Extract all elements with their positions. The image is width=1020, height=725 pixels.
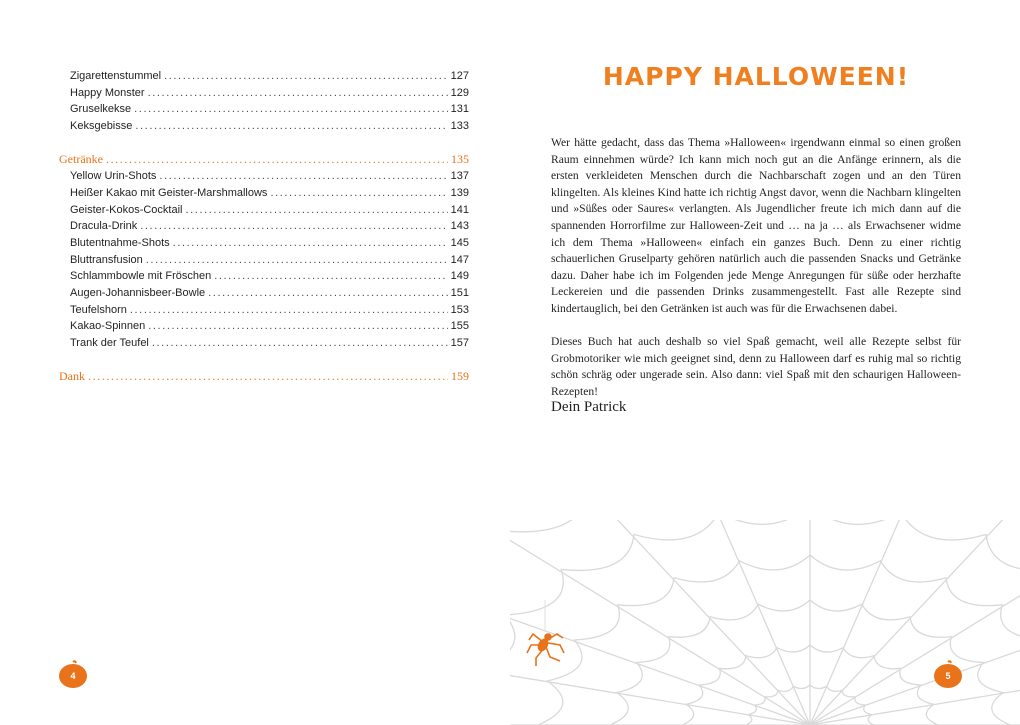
- toc-gap: [59, 352, 469, 369]
- toc-entry: [59, 68, 469, 85]
- toc-label: Blutentnahme-Shots: [70, 236, 170, 249]
- toc-entry: [59, 302, 469, 319]
- toc-page: 153: [450, 303, 469, 316]
- toc-label: Geister-Kokos-Cocktail: [70, 203, 183, 216]
- toc-label: Getränke: [59, 152, 103, 167]
- toc-leader: [135, 118, 447, 135]
- toc-leader: [148, 318, 447, 335]
- toc-page: 149: [450, 270, 469, 283]
- toc-leader: [140, 218, 447, 235]
- toc-entry: [59, 202, 469, 219]
- toc-label: Teufelshorn: [70, 303, 127, 316]
- page-title: HAPPY HALLOWEEN!: [602, 62, 910, 91]
- toc-label: Bluttransfusion: [70, 253, 143, 266]
- toc-label: Trank der Teufel: [70, 337, 149, 349]
- intro-paragraph-2: Dieses Buch hat auch deshalb so viel Spaß gemacht, weil alle Rezepte selbst für Grobmotoriker wie mich geeignet sind, denn zu Halloween darf es ruhig mal so richtig schön schräg oder ungerade sein. Also dann: viel Spaß mit den schaurigen Halloween-Rezepten!: [551, 335, 961, 398]
- toc-entry: [59, 101, 469, 118]
- toc-entry: [59, 85, 469, 102]
- toc-leader: [208, 285, 447, 302]
- toc-label: Schlammbowle mit Fröschen: [70, 270, 212, 283]
- toc-entry: [59, 168, 469, 185]
- toc-entry: [59, 252, 469, 269]
- toc-entry: [59, 268, 469, 285]
- toc-page: 133: [450, 120, 469, 133]
- page-number-text: 5: [945, 671, 951, 681]
- toc-leader: [130, 302, 448, 319]
- toc-entry: [59, 118, 469, 135]
- toc-page: 157: [450, 337, 469, 349]
- toc-label: Keksgebisse: [70, 120, 133, 133]
- toc-entry: [59, 218, 469, 235]
- toc-entry: [59, 235, 469, 252]
- toc-leader: [88, 368, 448, 385]
- toc-label: Dracula-Drink: [70, 220, 138, 233]
- spiderweb-illustration: [510, 520, 1020, 725]
- toc-section: [59, 368, 469, 385]
- toc-leader: [106, 151, 448, 168]
- toc-page: 145: [450, 236, 469, 249]
- toc-leader: [173, 235, 448, 252]
- spider-icon: [527, 600, 564, 666]
- toc-leader: [159, 168, 447, 185]
- toc-entry: [59, 318, 469, 335]
- toc-page: 143: [450, 220, 469, 233]
- toc-label: Augen-Johannisbeer-Bowle: [70, 286, 206, 299]
- toc-leader: [164, 68, 448, 85]
- toc-page: 141: [450, 203, 469, 216]
- toc-page: 127: [450, 70, 469, 82]
- toc-page: 137: [450, 170, 469, 183]
- intro-paragraph-1: Wer hätte gedacht, dass das Thema »Halloween« irgendwann einmal so einen großen Raum einnehmen würde? Ich kann mich noch gut an die Anfänge erinnern, als die ersten verkleideten Menschen durch die Nachbarschaft zogen und an den Türen klingelten. Als kleines Kind hatte ich richtig Angst davor, wenn die Nachbarn klingelten und »Süßes oder Saures« verlangten. Als Jugendlicher freute ich mich dann auf die spannenden Horrorfilme zur Halloween-Zeit und … na ja … als Erwachsener widme ich dem Thema »Halloween« einfach ein ganzes Buch. Denn zu einer richtig schauerlichen Gruselparty gehören natürlich auch die passenden Snacks und Getränke dazu. Daher habe ich im Folgenden jede Menge Anregungen für süße oder herzhafte Leckereien und die passenden Drinks zusammengestellt. Fast alle Rezepte sind kindertauglich, bei den Getränken ist auch was für die Erwachsenen dabei.: [551, 136, 961, 315]
- toc-leader: [152, 335, 448, 352]
- toc-label: Gruselkekse: [70, 103, 132, 116]
- toc-leader: [214, 268, 447, 285]
- toc-leader: [146, 252, 448, 269]
- toc-page: 131: [450, 103, 469, 116]
- toc-label: Dank: [59, 369, 85, 384]
- toc-entry: [59, 185, 469, 202]
- page-number-text: 4: [70, 671, 76, 681]
- toc-page: 129: [450, 86, 469, 99]
- toc-page: 151: [450, 286, 469, 299]
- page-number-left: [58, 659, 88, 689]
- toc-page: 147: [450, 253, 469, 266]
- toc-label: Zigarettenstummel: [70, 70, 162, 82]
- toc-section: [59, 151, 469, 168]
- toc-label: Happy Monster: [70, 86, 145, 99]
- toc-entry: [59, 285, 469, 302]
- toc-leader: [134, 101, 448, 118]
- toc-page: 155: [450, 320, 469, 333]
- toc-entry: [59, 335, 469, 352]
- page-number-right: [933, 659, 963, 689]
- toc-leader: [270, 185, 447, 202]
- toc-gap: [59, 135, 469, 152]
- toc-label: Yellow Urin-Shots: [70, 170, 157, 183]
- toc-page: 139: [450, 186, 469, 199]
- table-of-contents: [59, 68, 469, 385]
- toc-label: Heißer Kakao mit Geister-Marshmallows: [70, 186, 268, 199]
- toc-page: 135: [451, 152, 469, 167]
- toc-page: 159: [451, 369, 469, 384]
- toc-label: Kakao-Spinnen: [70, 320, 146, 333]
- signature: Dein Patrick: [551, 399, 627, 415]
- toc-leader: [185, 202, 447, 219]
- toc-leader: [148, 85, 448, 102]
